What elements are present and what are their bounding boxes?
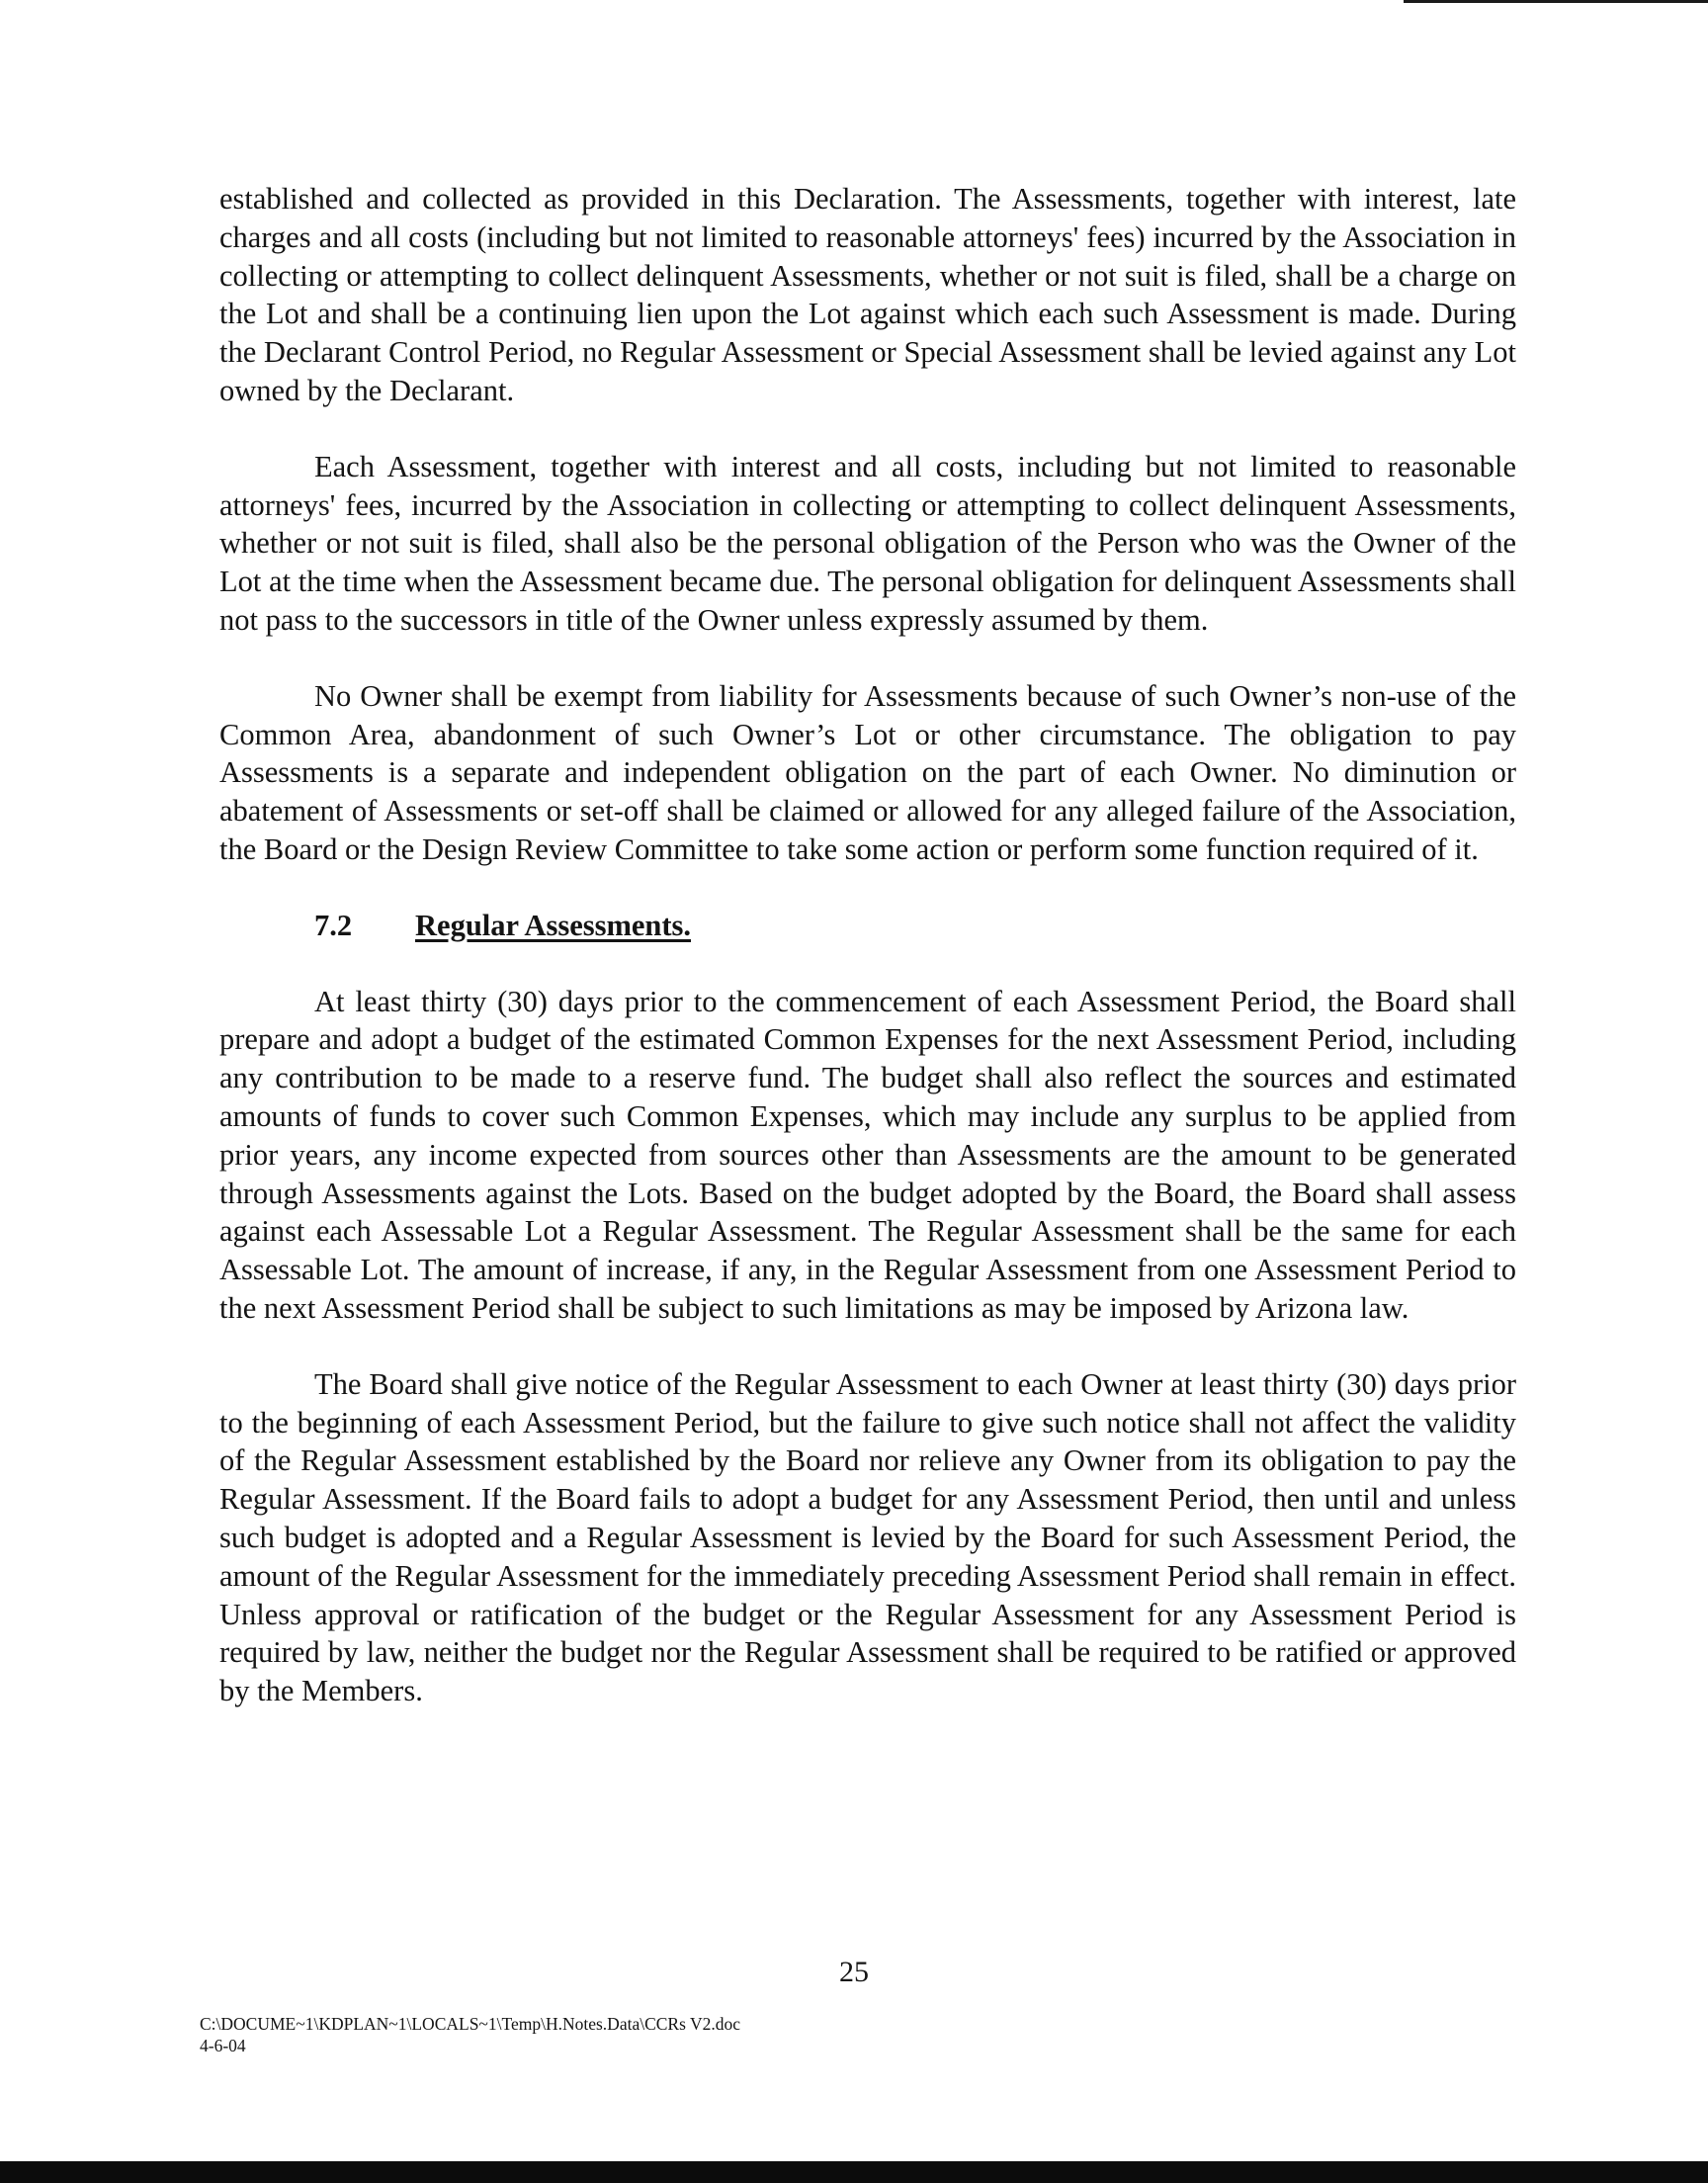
scan-edge-bottom [0,2161,1708,2183]
paragraph-continuation: established and collected as provided in this Declaration. The Assessments, together with interest, late charges and all costs (including but not limited to reasonable attorneys' fees) incurred by the Association in collecting or attempting to collect delinquent Assessments, whether or not suit is filed, shall be a charge on the Lot and shall be a continuing lien upon the Lot against which each such Assessment is made. During the Declarant Control Period, no Regular Assessment or Special Assessment shall be levied against any Lot owned by the Declarant. [219,182,1516,407]
section-title: Regular Assessments. [415,908,692,942]
paragraph-no-exemption: No Owner shall be exempt from liability for Assessments because of such Owner’s non-use of the Common Area, abandonment of such Owner’s Lot or other circumstance. The obligation to pay Assessments is a separate and independent obligation on the part of each Owner. No diminution or abatement of Assessments or set-off shall be claimed or allowed for any alleged failure of the Association, the Board or the Design Review Committee to take some action or perform some function required of it. [219,678,1516,866]
section-number: 7.2 [314,908,353,942]
footer-date: 4-6-04 [200,2036,246,2055]
section-heading [219,907,1516,945]
paragraph-notice: The Board shall give notice of the Regular Assessment to each Owner at least thirty (30) days prior to the beginning of each Assessment Period, but the failure to give such notice shall not affect the validity of the Regular Assessment established by the Board nor relieve any Owner from its obligation to pay the Regular Assessment. If the Board fails to adopt a budget for any Assessment Period, then until and unless such budget is adopted and a Regular Assessment is levied by the Board for such Assessment Period, the amount of the Regular Assessment for the immediately preceding Assessment Period shall remain in effect. Unless approval or ratification of the budget or the Regular Assessment for any Assessment Period is required by law, neither the budget nor the Regular Assessment shall be required to be ratified or approved by the Members. [219,1366,1516,1708]
page-number: 25 [839,1956,869,1988]
paragraph-personal-obligation: Each Assessment, together with interest and all costs, including but not limited to reasonable attorneys' fees, incurred by the Association in collecting or attempting to collect delinquent Assessments, whether or not suit is filed, shall also be the personal obligation of the Person who was the Owner of the Lot at the time when the Assessment became due. The personal obligation for delinquent Assessments shall not pass to the successors in title of the Owner unless expressly assumed by them. [219,449,1516,637]
scan-edge-top [1404,0,1708,3]
document-page [219,180,1516,1710]
paragraph-budget: At least thirty (30) days prior to the commencement of each Assessment Period, the Board shall prepare and adopt a budget of the estimated Common Expenses for the next Assessment Period, including any contribution to be made to a reserve fund. The budget shall also reflect the sources and estimated amounts of funds to cover such Common Expenses, which may include any surplus to be applied from prior years, any income expected from sources other than Assessments are the amount to be generated through Assessments against the Lots. Based on the budget adopted by the Board, the Board shall assess against each Assessable Lot a Regular Assessment. The Regular Assessment shall be the same for each Assessable Lot. The amount of increase, if any, in the Regular Assessment from one Assessment Period to the next Assessment Period shall be subject to such limitations as may be imposed by Arizona law. [219,984,1516,1325]
footer [200,2013,740,2056]
footer-file-path: C:\DOCUME~1\KDPLAN~1\LOCALS~1\Temp\H.Notes.Data\CCRs V2.doc [200,2014,740,2034]
